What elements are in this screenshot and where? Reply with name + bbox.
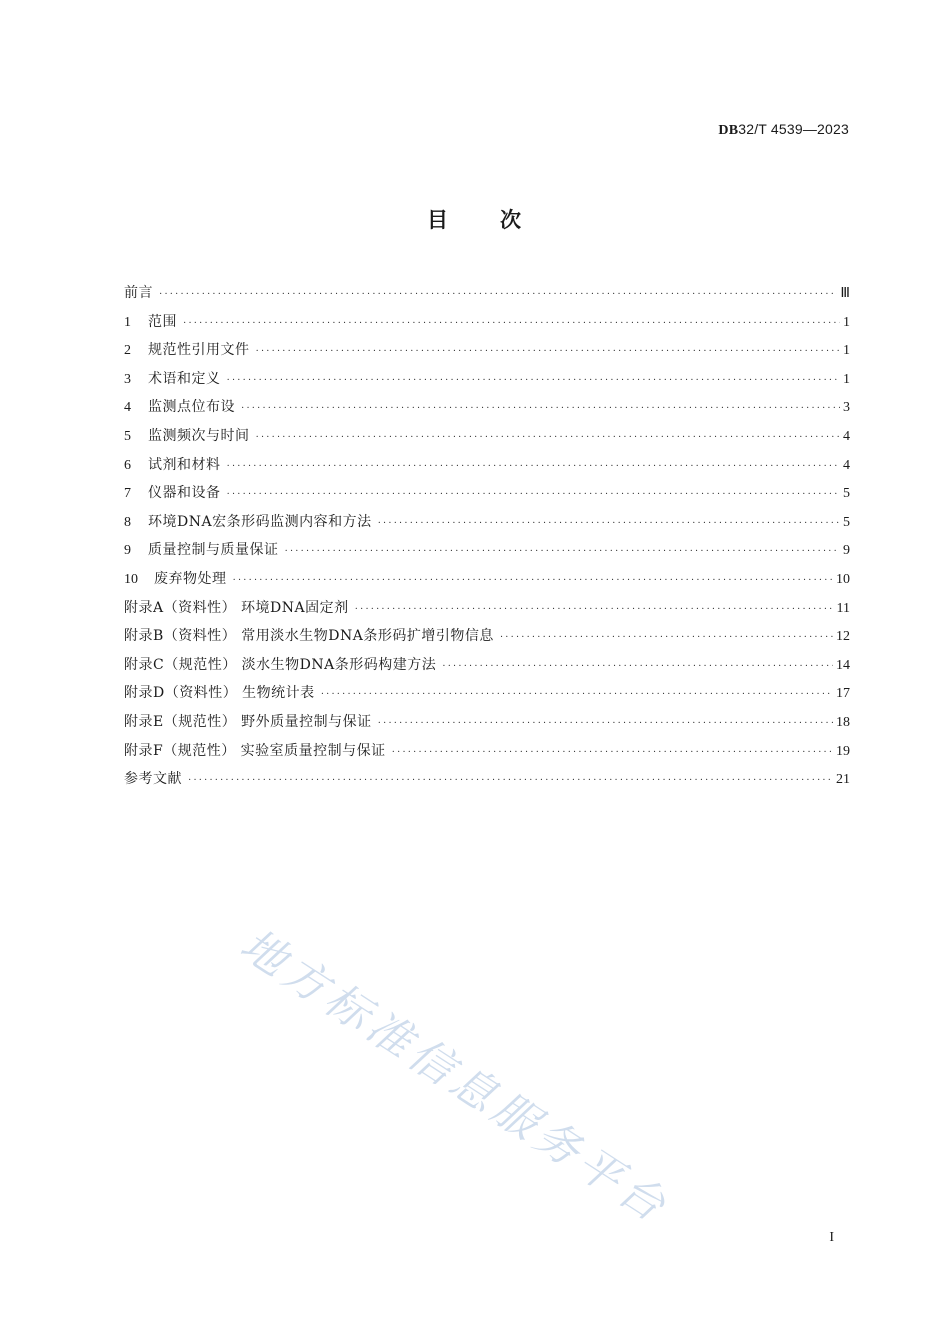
table-of-contents (124, 279, 850, 794)
toc-entry[interactable] (124, 422, 850, 451)
toc-entry-title: 附录E（规范性） 野外质量控制与保证 (124, 713, 372, 730)
standard-number: 32/T 4539—2023 (738, 121, 849, 137)
toc-entry[interactable] (124, 651, 850, 680)
toc-leader-dots (233, 567, 834, 596)
toc-entry-number: 6 (124, 457, 131, 473)
toc-entry[interactable] (124, 622, 850, 651)
toc-leader-dots (378, 510, 840, 539)
toc-entry[interactable] (124, 508, 850, 537)
toc-entry[interactable] (124, 708, 850, 737)
toc-entry-page: 5 (843, 514, 850, 530)
toc-entry-number: 5 (124, 428, 131, 444)
toc-leader-dots (241, 395, 840, 424)
toc-entry-title: 术语和定义 (148, 370, 221, 387)
toc-entry-title: 废弃物处理 (154, 570, 227, 587)
toc-entry[interactable] (124, 765, 850, 794)
standard-code (718, 121, 849, 139)
toc-entry-title: 监测点位布设 (148, 399, 235, 416)
toc-entry[interactable] (124, 594, 850, 623)
toc-entry-number: 8 (124, 514, 131, 530)
toc-entry-page: 4 (843, 457, 850, 473)
toc-entry-number: 4 (124, 400, 131, 416)
toc-entry-page: 19 (836, 743, 850, 759)
toc-entry-page: Ⅲ (840, 286, 850, 301)
toc-leader-dots (500, 624, 833, 653)
toc-entry[interactable] (124, 479, 850, 508)
toc-entry-page: 3 (843, 400, 850, 416)
toc-leader-dots (442, 653, 833, 682)
toc-leader-dots (227, 481, 841, 510)
toc-entry[interactable] (124, 365, 850, 394)
toc-entry-page: 21 (836, 772, 850, 788)
page-title (0, 204, 950, 234)
toc-entry-page: 10 (836, 571, 850, 587)
toc-entry-title: 附录D（资料性） 生物统计表 (124, 685, 315, 702)
toc-entry-page: 12 (836, 629, 850, 645)
title-part-2: 次 (500, 208, 523, 232)
toc-entry-page: 5 (843, 486, 850, 502)
toc-leader-dots (227, 453, 841, 482)
toc-entry[interactable] (124, 279, 850, 308)
toc-entry-title: 前言 (124, 285, 153, 301)
toc-entry-title: 附录A（资料性） 环境DNA固定剂 (124, 599, 349, 616)
standard-prefix: DB (718, 123, 739, 138)
watermark: 地方标准信息服务平台 (231, 919, 679, 1235)
page-number: I (829, 1230, 834, 1245)
toc-leader-dots (355, 596, 834, 625)
toc-leader-dots (183, 310, 840, 339)
toc-entry[interactable] (124, 393, 850, 422)
toc-entry-title: 范围 (148, 313, 177, 330)
toc-entry[interactable] (124, 679, 850, 708)
toc-leader-dots (188, 767, 833, 796)
toc-entry-number: 3 (124, 371, 131, 387)
toc-leader-dots (392, 739, 833, 768)
toc-entry[interactable] (124, 308, 850, 337)
toc-entry[interactable] (124, 565, 850, 594)
toc-entry-number: 2 (124, 343, 131, 359)
toc-entry-number: 7 (124, 486, 131, 502)
toc-entry-title: 规范性引用文件 (148, 342, 250, 359)
toc-leader-dots (378, 710, 833, 739)
toc-entry[interactable] (124, 451, 850, 480)
toc-entry-page: 14 (836, 657, 850, 673)
toc-entry-title: 附录C（规范性） 淡水生物DNA条形码构建方法 (124, 656, 437, 673)
toc-entry-title: 仪器和设备 (148, 485, 221, 502)
toc-leader-dots (159, 281, 837, 310)
toc-entry-page: 1 (843, 371, 850, 387)
toc-leader-dots (227, 367, 841, 396)
title-part-1: 目 (427, 208, 450, 232)
toc-entry-page: 18 (836, 714, 850, 730)
toc-entry-number: 9 (124, 543, 131, 559)
toc-entry-page: 1 (843, 314, 850, 330)
toc-entry[interactable] (124, 336, 850, 365)
toc-entry-title: 质量控制与质量保证 (148, 542, 279, 559)
toc-entry-title: 环境DNA宏条形码监测内容和方法 (148, 513, 372, 530)
toc-entry-page: 11 (836, 600, 850, 616)
toc-entry-title: 监测频次与时间 (148, 427, 250, 444)
toc-leader-dots (321, 681, 833, 710)
toc-entry-page: 17 (836, 686, 850, 702)
toc-entry-title: 试剂和材料 (148, 456, 221, 473)
toc-entry-title: 附录F（规范性） 实验室质量控制与保证 (124, 742, 386, 759)
toc-leader-dots (256, 338, 841, 367)
toc-entry-title: 附录B（资料性） 常用淡水生物DNA条形码扩增引物信息 (124, 628, 494, 645)
toc-entry-title: 参考文献 (124, 771, 182, 788)
toc-leader-dots (285, 538, 841, 567)
toc-entry-page: 9 (843, 543, 850, 559)
toc-entry-page: 1 (843, 343, 850, 359)
toc-entry-number: 10 (124, 571, 138, 587)
toc-entry-page: 4 (843, 428, 850, 444)
toc-entry[interactable] (124, 737, 850, 766)
toc-entry-number: 1 (124, 314, 131, 330)
toc-entry[interactable] (124, 536, 850, 565)
toc-leader-dots (256, 424, 841, 453)
